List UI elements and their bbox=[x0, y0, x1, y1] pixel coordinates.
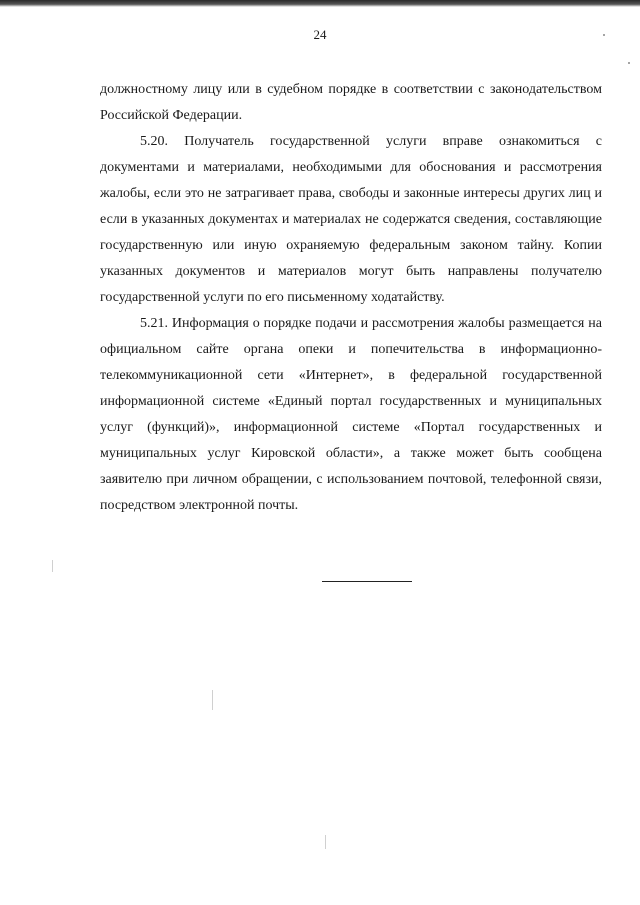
scan-speck bbox=[603, 34, 605, 36]
scan-artifact bbox=[325, 835, 326, 849]
scan-artifact bbox=[212, 690, 213, 710]
paragraph-continuation: должностному лицу или в судебном порядке в соответствии с законодательством Российской Федерации. bbox=[100, 82, 602, 123]
document-body bbox=[100, 77, 602, 519]
scan-artifact bbox=[52, 560, 53, 572]
paragraph-5-20: 5.20. Получатель государственной услуги вправе ознакомиться с документами и материалами, необходимыми для обоснования и рассмотрения жалобы, если это не затрагивает права, свободы и законные интересы других лиц и если в указанных документах и материалах не содержатся сведения, составляющие государственную или иную охраняемую федеральным законом тайну. Копии указанных документов и материалов могут быть направлены получателю государственной услуги по его письменному ходатайству. bbox=[100, 134, 602, 305]
scan-speck bbox=[628, 62, 630, 64]
page-number: 24 bbox=[313, 27, 327, 42]
paragraph-5-21: 5.21. Информация о порядке подачи и рассмотрения жалобы размещается на официальном сайте органа опеки и попечительства в информационно-телекоммуникационной сети «Интернет», в федеральной государственной информационной системе «Единый портал государственных и муниципальных услуг (функций)», информационной системе «Портал государственных и муниципальных услуг Кировской области», а также может быть сообщена заявителю при личном обращении, с использованием почтовой, телефонной связи, посредством электронной почты. bbox=[100, 316, 602, 513]
end-separator-line bbox=[322, 581, 412, 582]
scan-top-edge bbox=[0, 0, 640, 7]
